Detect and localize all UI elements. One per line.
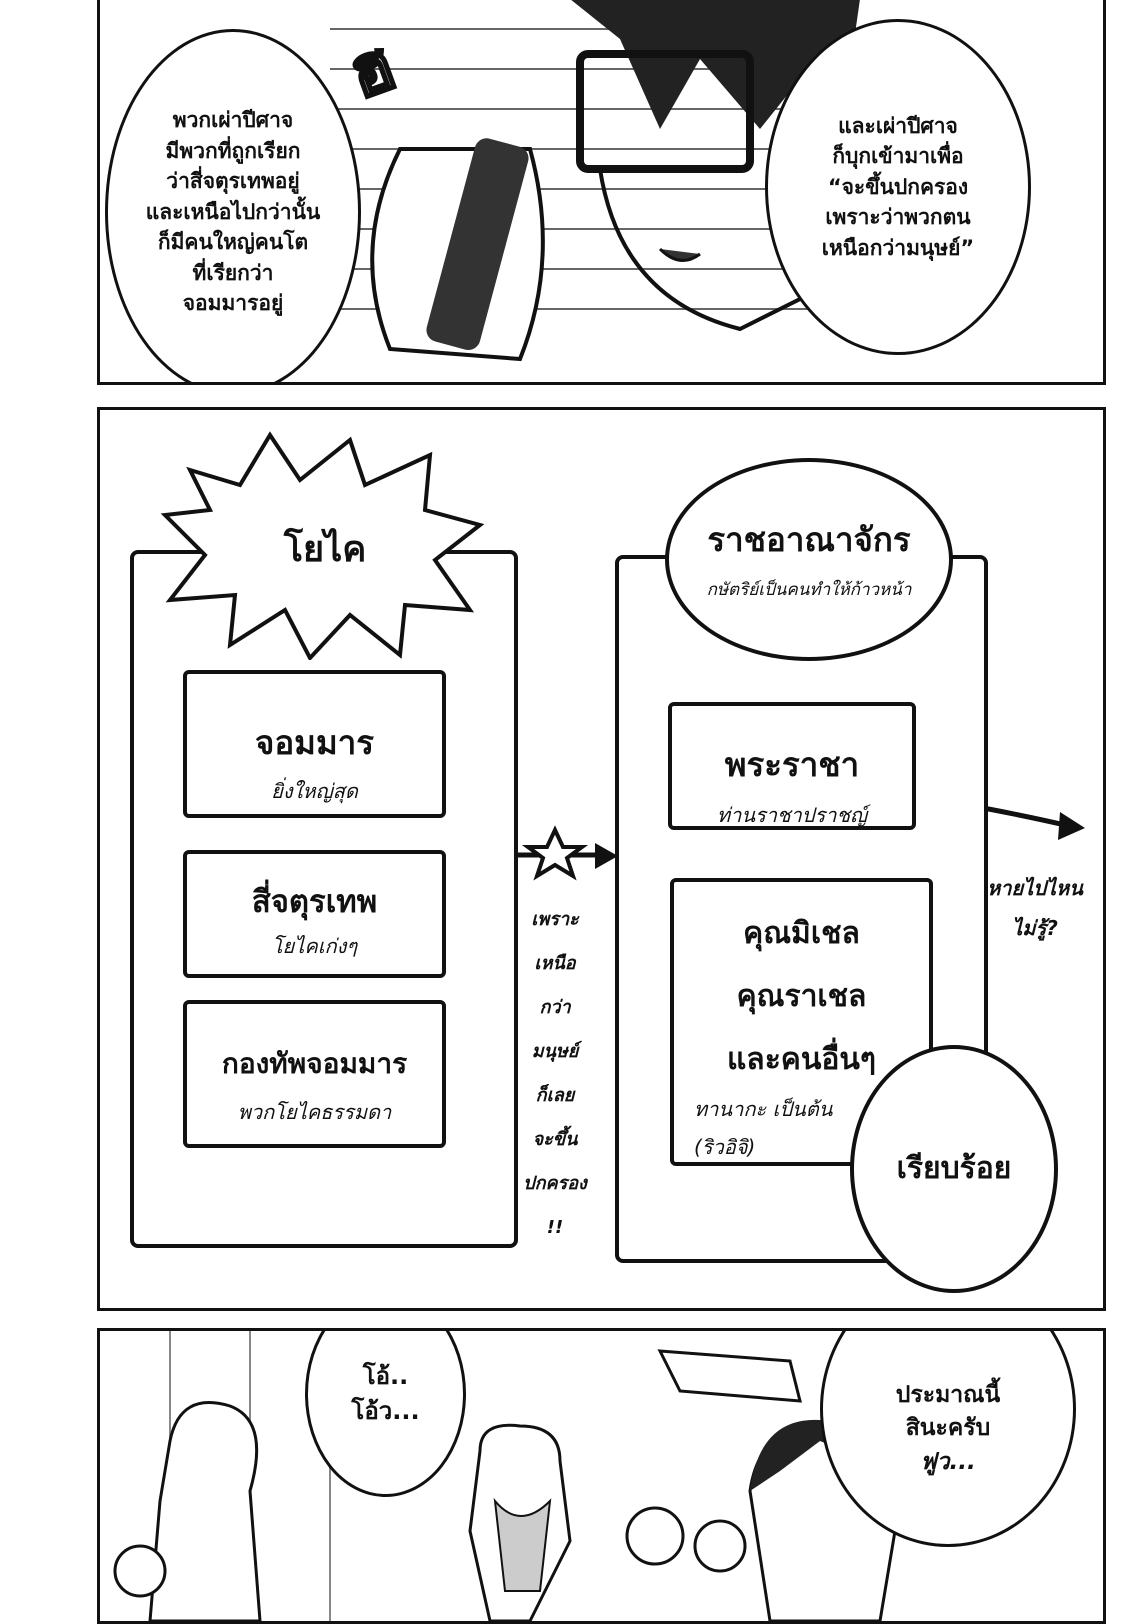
demon-lord-title: จอมมาร — [255, 723, 374, 762]
bubble-line: ที่เรียกว่า — [192, 260, 274, 285]
bubble-line: มีพวกที่ถูกเรียก — [165, 138, 301, 163]
bubble-line: ก็บุกเข้ามาเพื่อ — [832, 144, 964, 169]
yokai-title: โยไค — [283, 529, 367, 570]
kingdom-title: ราชอาณาจักร — [707, 520, 911, 560]
done-bubble — [850, 1045, 1058, 1293]
people-line: และคนอื่นๆ — [726, 1042, 877, 1077]
bubble-line: เพราะว่าพวกตน — [825, 205, 971, 230]
reason-line: กว่า — [539, 997, 571, 1018]
reason-line: ก็เลย — [535, 1085, 575, 1106]
people-line: คุณราเชล — [736, 979, 867, 1014]
bubble-line: สินะครับ — [905, 1415, 991, 1442]
bubble-line: พวกเผ่าปีศาจ — [172, 108, 294, 133]
reason-line: เพราะ — [531, 909, 579, 930]
bubble-line: โอ้.. — [362, 1362, 409, 1391]
done-text: เรียบร้อย — [896, 1151, 1012, 1187]
kingdom-sub: กษัตริย์เป็นคนทำให้ก้าวหน้า — [706, 580, 912, 601]
where-text — [980, 868, 1090, 948]
demon-lord-box — [183, 670, 446, 818]
bubble-line: โอ้ว... — [351, 1397, 420, 1425]
four-kings-box — [183, 850, 446, 978]
bubble-line: ฟูว... — [920, 1448, 976, 1475]
bubble-line: เหนือกว่ามนุษย์” — [821, 235, 975, 260]
reason-text — [520, 898, 590, 1250]
king-title: พระราชา — [724, 745, 860, 784]
army-box — [183, 1000, 446, 1148]
army-sub: พวกโยไคธรรมดา — [237, 1100, 392, 1124]
reason-line: มนุษย์ — [531, 1041, 579, 1062]
bubble-line: “จะขึ้นปกครอง — [827, 174, 969, 199]
bubble-line: ประมาณนี้ — [895, 1381, 1001, 1408]
kingdom-title-oval — [665, 458, 953, 661]
where-line: ไม่รู้? — [1012, 916, 1058, 940]
king-box — [668, 702, 916, 830]
speech-bubble-right — [765, 19, 1031, 355]
top-panel — [97, 0, 1106, 385]
demon-lord-sub: ยิ่งใหญ่สุด — [271, 779, 358, 803]
bubble-line: ก็มีคนใหญ่คนโต — [157, 230, 309, 255]
people-sub: ทานากะ เป็นต้น — [694, 1097, 833, 1121]
people-line: คุณมิเชล — [743, 916, 860, 951]
reason-line: !! — [546, 1217, 564, 1238]
diagram-panel — [97, 407, 1106, 1311]
four-kings-sub: โยไคเก่งๆ — [271, 934, 358, 958]
bubble-line: และเหนือไปกว่านั้น — [145, 199, 321, 224]
svg-text:ฮ: ฮ — [337, 23, 406, 115]
reason-line: เหนือ — [534, 953, 576, 974]
speech-bubble-left — [105, 29, 361, 385]
reason-line: ปกครอง — [523, 1173, 587, 1194]
where-line: หายไปไหน — [987, 876, 1083, 900]
king-sub: ท่านราชาปราชญ์ — [716, 803, 868, 827]
bubble-line: ว่าสี่จตุรเทพอยู่ — [166, 169, 300, 194]
bottom-panel — [97, 1328, 1106, 1624]
people-sub2: (ริวอิจิ) — [694, 1135, 756, 1159]
reason-line: จะขึ้น — [532, 1129, 578, 1150]
bubble-line: และเผ่าปีศาจ — [838, 113, 958, 138]
bubble-line: จอมมารอยู่ — [182, 291, 284, 316]
army-title: กองทัพจอมมาร — [221, 1047, 408, 1080]
four-kings-title: สี่จตุรเทพ — [251, 884, 378, 920]
